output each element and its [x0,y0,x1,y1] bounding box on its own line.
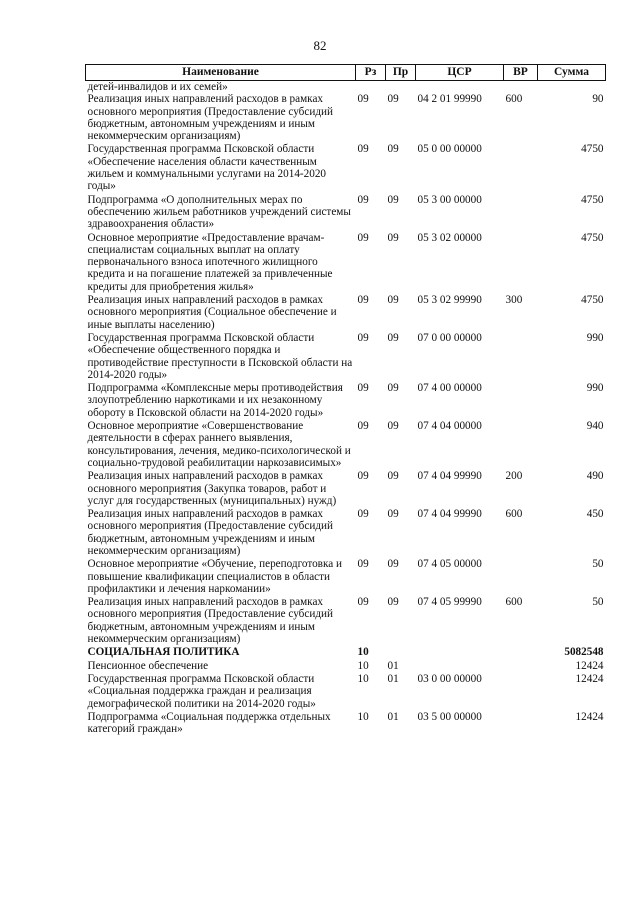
row-rz: 09 [357,596,369,609]
table-row [86,558,606,596]
row-sum: 50 [592,558,604,571]
row-pr [386,646,416,659]
table-row [86,508,606,558]
row-pr: 09 [387,143,399,156]
row-name: Государственная программа Псковской области «Обеспечение населения области качественным жильем и коммунальными услугами на 2014-2020 годы» [87,143,327,193]
row-pr: 09 [387,420,399,433]
row-name: Пенсионное обеспечение [87,659,209,672]
row-csr: 07 4 04 00000 [417,420,482,433]
row-name: Государственная программа Псковской области «Социальная поддержка граждан и реализация демографической политики на 2014-2020 годы» [87,672,316,710]
table-row [86,382,606,420]
row-csr: 05 0 00 00000 [417,143,482,156]
row-pr: 09 [387,231,399,244]
row-name: Подпрограмма «О дополнительных мерах по обеспечению жильем работников учреждений системы здравоохранения области» [87,193,351,231]
row-name: Основное мероприятие «Предоставление врачам-специалистам социальных выплат на оплату первоначального взноса ипотечного жилищного кредита и на погашение платежей за привлеченные кредиты для приобретения жилья» [87,231,333,293]
row-vr [504,232,538,294]
table-row [86,420,606,470]
row-pr: 01 [387,659,399,672]
row-name: Подпрограмма «Социальная поддержка отдельных категорий граждан» [87,710,331,736]
row-rz: 09 [357,193,369,206]
row-csr: 07 0 00 00000 [417,331,482,344]
header-vr: ВР [504,65,538,81]
row-pr: 09 [387,331,399,344]
row-csr: 05 3 02 00000 [417,231,482,244]
row-pr: 09 [387,470,399,483]
row-csr: 05 3 00 00000 [417,193,482,206]
row-sum: 490 [586,470,604,483]
row-sum: 12424 [575,672,604,685]
table-row [86,194,606,232]
row-pr [386,81,416,94]
page-number: 82 [313,38,327,53]
row-vr [504,660,538,673]
row-vr: 600 [505,596,523,609]
row-sum: 450 [586,508,604,521]
table-header-row [86,65,606,81]
row-rz: 09 [357,93,369,106]
row-csr: 05 3 02 99990 [417,294,482,307]
row-sum: 990 [586,382,604,395]
row-csr: 07 4 05 99990 [417,596,482,609]
row-csr: 07 4 04 99990 [417,470,482,483]
table-row [86,711,606,737]
row-csr: 04 2 01 99990 [417,93,482,106]
row-vr: 600 [505,508,523,521]
row-name: Реализация иных направлений расходов в рамках основного мероприятия (Предоставление субсидий бюджетным, автономным учреждениям и иным некоммерческим организациям) [87,508,333,557]
table-row [86,232,606,294]
row-name: СОЦИАЛЬНАЯ ПОЛИТИКА [87,646,240,659]
row-rz [356,81,386,94]
row-csr [416,81,504,94]
row-name: Реализация иных направлений расходов в рамках основного мероприятия (Предоставление субсидий бюджетным, автономным учреждениям и иным некоммерческим организациям) [87,93,333,143]
row-csr: 07 4 00 00000 [417,382,482,395]
row-pr: 01 [387,710,399,723]
row-name: Государственная программа Псковской области «Обеспечение общественного порядка и противодействие преступности в Псковской области на 2014-2020 годы» [87,331,353,381]
row-rz: 09 [357,558,369,571]
budget-table [85,64,606,736]
row-sum: 4750 [581,294,604,307]
header-sum: Сумма [538,65,606,81]
row-sum: 4750 [581,193,604,206]
row-pr: 09 [387,596,399,609]
row-rz: 10 [357,710,369,723]
header-pr: Пр [386,65,416,81]
row-vr [504,143,538,193]
table-row [86,81,606,94]
row-vr [504,673,538,711]
row-vr [504,81,538,94]
row-vr: 600 [505,93,523,106]
row-sum: 90 [592,93,604,106]
row-name: Основное мероприятие «Обучение, переподготовка и повышение квалификации специалистов в области профилактики и лечения наркомании» [87,558,342,595]
row-sum: 12424 [575,659,604,672]
row-csr: 03 5 00 00000 [417,710,482,723]
row-rz: 09 [357,294,369,307]
table-row [86,673,606,711]
row-name: Основное мероприятие «Совершенствование деятельности в сферах раннего выявления, консультирования, лечения, медико-психологической и социально-трудовой реабилитации наркозависимых» [87,420,351,469]
row-sum: 50 [592,596,604,609]
row-vr [504,646,538,659]
row-name: Реализация иных направлений расходов в рамках основного мероприятия (Закупка товаров, работ и услуг для государственных (муниципальных) нужд) [87,470,337,507]
row-csr [416,646,504,659]
row-name: Реализация иных направлений расходов в рамках основного мероприятия (Социальное обеспечение и иные выплаты населению) [87,294,337,331]
table-row [86,596,606,646]
row-pr: 09 [387,382,399,395]
table-row [86,660,606,673]
section-row [86,646,606,659]
row-vr [504,711,538,737]
row-name: детей-инвалидов и их семей» [87,81,228,93]
row-rz: 09 [357,143,369,156]
row-vr [504,332,538,382]
row-name: Реализация иных направлений расходов в рамках основного мероприятия (Предоставление субсидий бюджетным, автономным учреждениям и иным некоммерческим организациям) [87,596,333,646]
row-vr [504,194,538,232]
row-sum: 12424 [575,710,604,723]
row-pr: 09 [387,93,399,106]
row-vr: 300 [505,294,523,307]
row-rz: 09 [357,231,369,244]
row-name: Подпрограмма «Комплексные меры противодействия злоупотреблению наркотиками и их незаконному обороту в Псковской области на 2014-2020 годы» [87,382,343,419]
row-rz: 10 [357,672,369,685]
table-row [86,93,606,143]
row-pr: 09 [387,558,399,571]
row-vr [504,420,538,470]
table-row [86,294,606,332]
header-rz: Рз [356,65,386,81]
row-vr [504,558,538,596]
row-sum: 4750 [581,231,604,244]
row-pr: 09 [387,193,399,206]
table-row [86,332,606,382]
row-rz: 09 [357,420,369,433]
row-rz: 09 [357,470,369,483]
row-sum: 990 [586,331,604,344]
row-rz: 09 [357,382,369,395]
row-rz: 10 [357,646,369,659]
header-csr: ЦСР [416,65,504,81]
row-csr: 07 4 04 99990 [417,508,482,521]
row-rz: 09 [357,331,369,344]
row-csr: 07 4 05 00000 [417,558,482,571]
table-row [86,470,606,508]
row-csr [416,660,504,673]
row-vr: 200 [505,470,523,483]
row-sum [538,81,606,94]
row-vr [504,382,538,420]
row-pr: 01 [387,672,399,685]
table-row [86,143,606,193]
row-sum: 5082548 [564,646,604,659]
header-name: Наименование [86,65,356,81]
row-sum: 940 [586,420,604,433]
row-rz: 10 [357,659,369,672]
row-rz: 09 [357,508,369,521]
row-pr: 09 [387,508,399,521]
row-sum: 4750 [581,143,604,156]
row-csr: 03 0 00 00000 [417,672,482,685]
row-pr: 09 [387,294,399,307]
